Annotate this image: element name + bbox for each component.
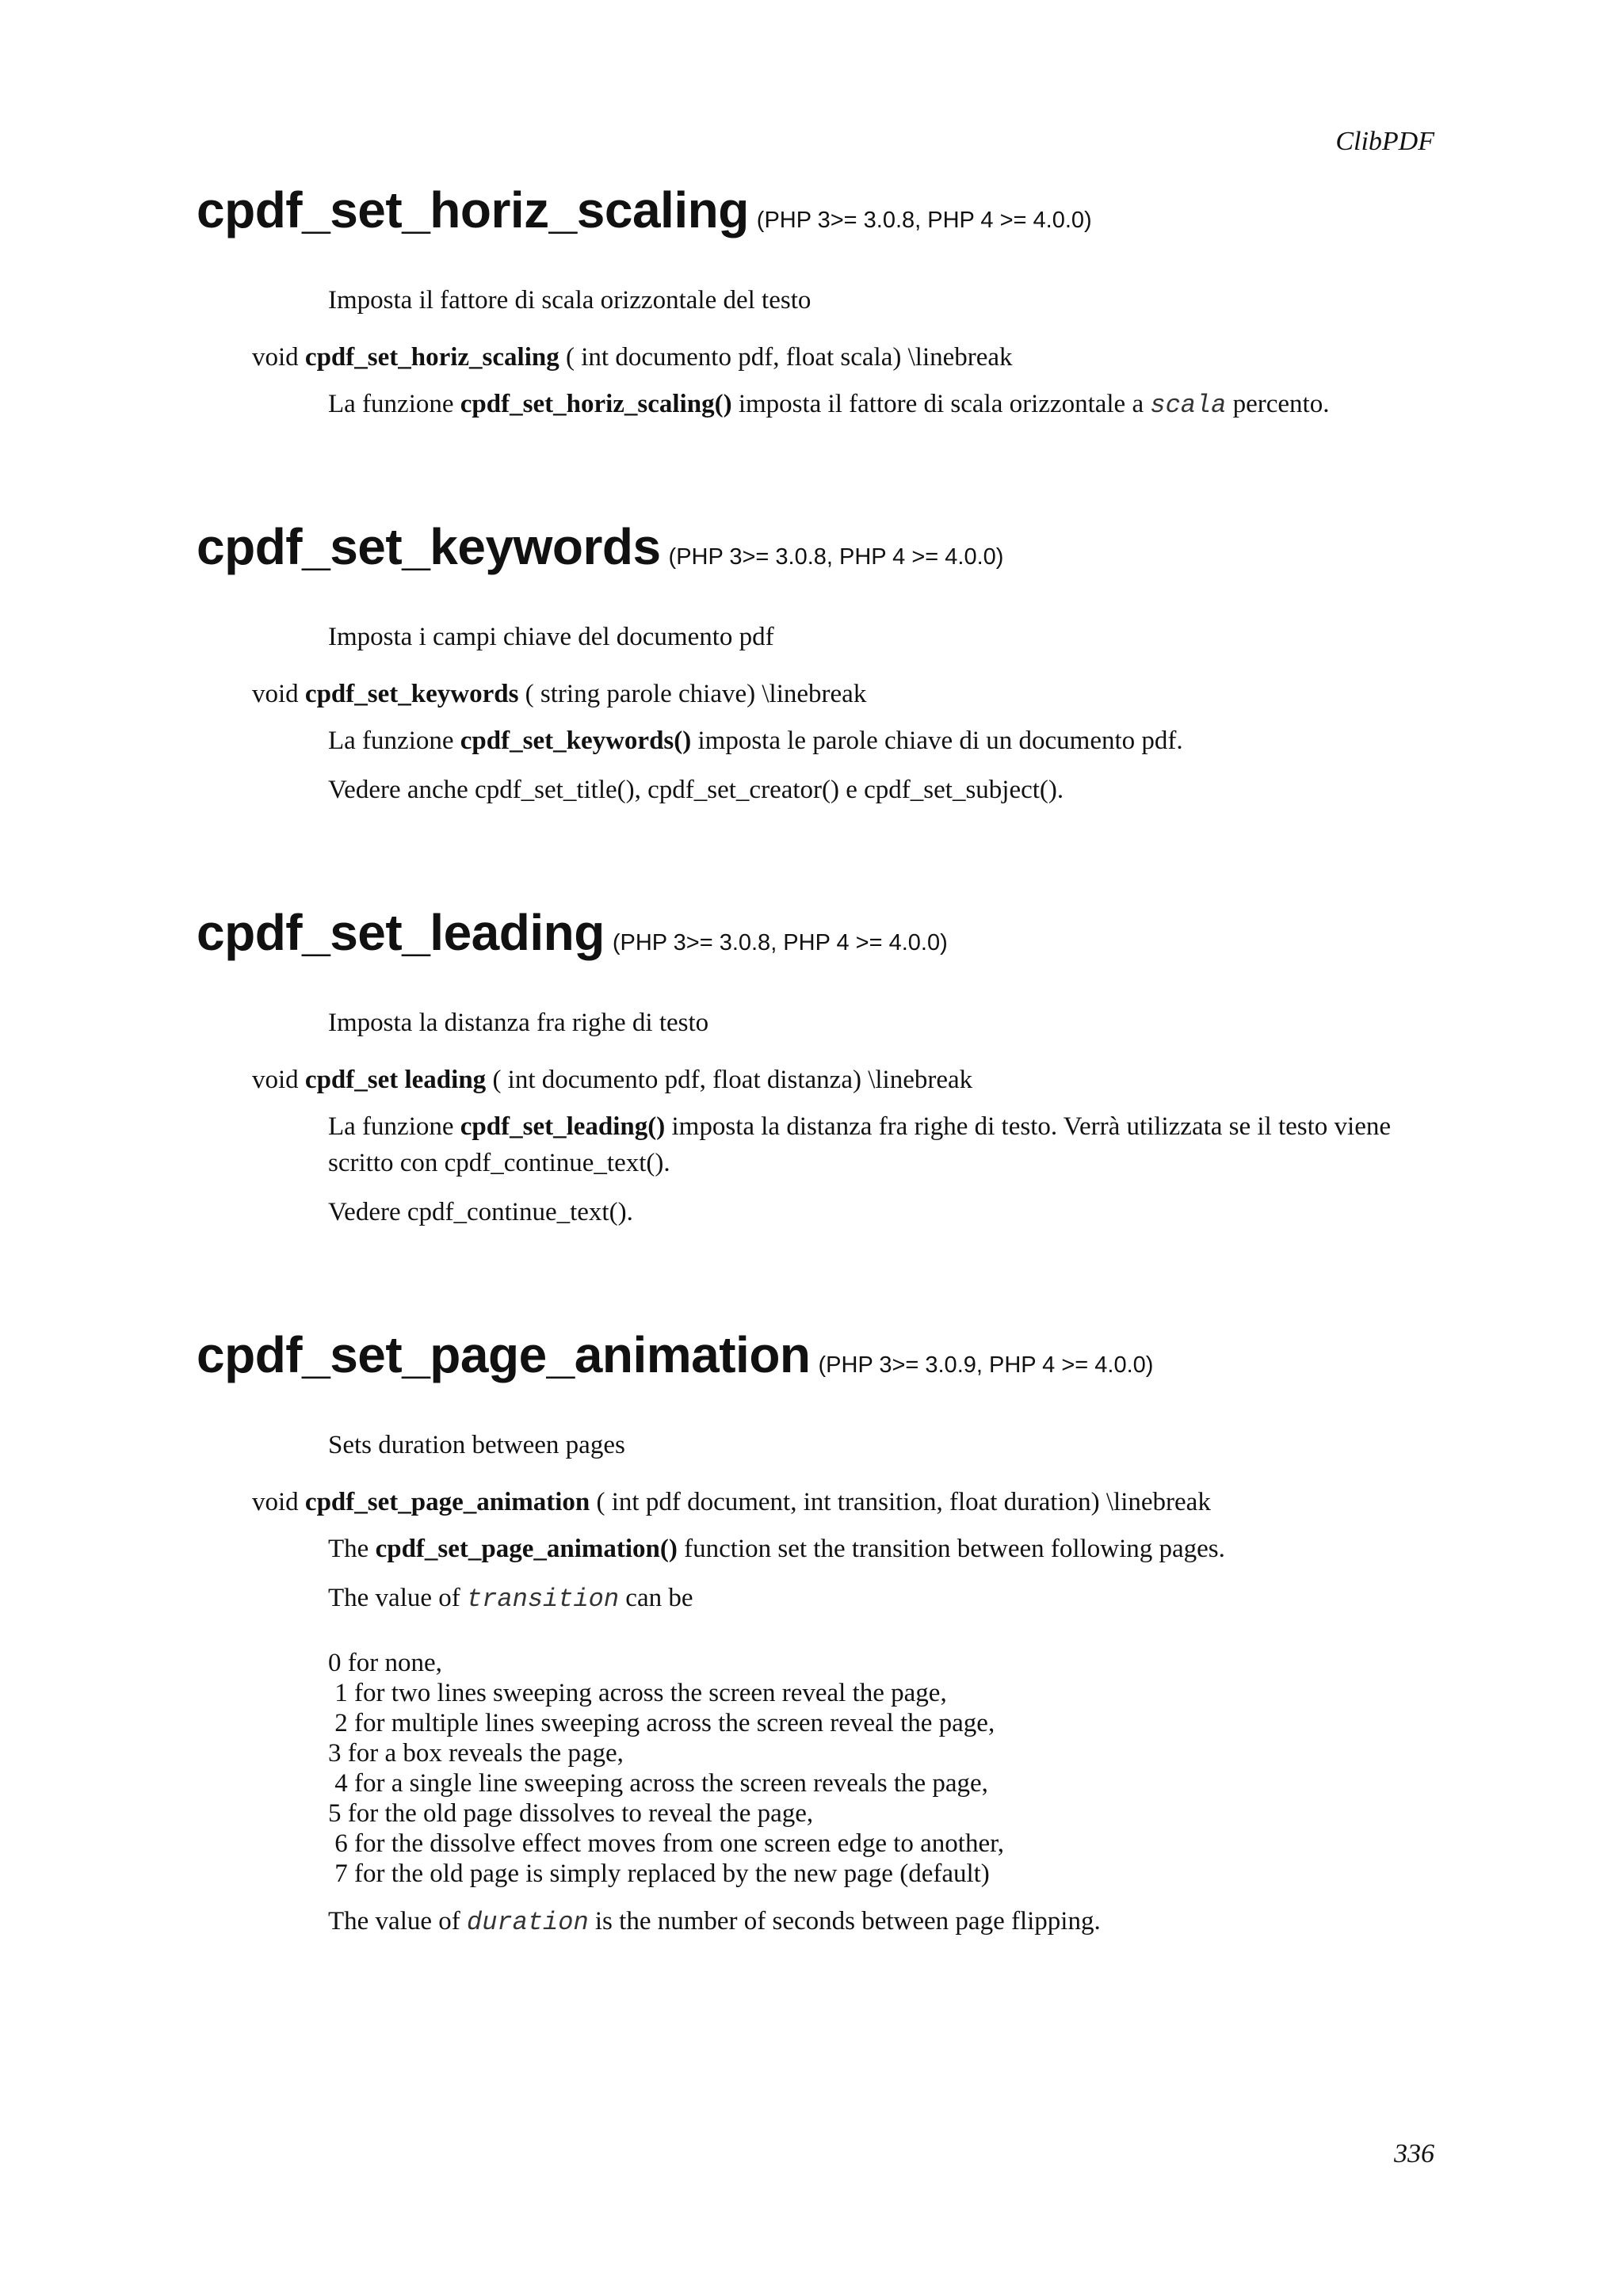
- function-name: cpdf_set_horiz_scaling: [197, 181, 749, 238]
- function-description: [328, 1108, 1433, 1230]
- text: La funzione: [328, 390, 454, 418]
- function-purpose: Imposta la distanza fra righe di testo: [328, 1009, 709, 1037]
- parameter-name: duration: [467, 1908, 589, 1937]
- see-also: Vedere cpdf_continue_text().: [328, 1198, 633, 1226]
- text: La funzione: [328, 727, 454, 755]
- page-number: 336: [1394, 2139, 1434, 2168]
- duration-note: [328, 1903, 1433, 1941]
- function-synopsis: [252, 677, 1433, 711]
- entry-title: [197, 1326, 1433, 1383]
- transition-value-list: [328, 1648, 1433, 1889]
- function-entry: [197, 904, 1433, 1243]
- entry-title: [197, 904, 1433, 961]
- function-reference: cpdf_set_leading(): [460, 1112, 666, 1141]
- function-synopsis: [252, 1062, 1433, 1097]
- version-info: (PHP 3>= 3.0.9, PHP 4 >= 4.0.0): [818, 1352, 1154, 1378]
- text: imposta il fattore di scala orizzontale a: [738, 390, 1144, 418]
- text: The value of: [328, 1907, 460, 1936]
- function-name: cpdf_set_keywords: [197, 518, 661, 575]
- return-type: void: [252, 343, 299, 372]
- version-info: (PHP 3>= 3.0.8, PHP 4 >= 4.0.0): [612, 930, 948, 955]
- list-item: 7 for the old page is simply replaced by the new page (default): [328, 1859, 990, 1888]
- text: imposta la distanza fra righe di testo. Verrà utilizzata se il testo viene scritto con cpdf_continue_text().: [328, 1112, 1392, 1177]
- text: can be: [625, 1584, 693, 1612]
- list-item: 5 for the old page dissolves to reveal the page,: [328, 1799, 814, 1828]
- text: The value of: [328, 1584, 460, 1612]
- text: The: [328, 1535, 369, 1563]
- return-type: void: [252, 680, 299, 708]
- list-item: 2 for multiple lines sweeping across the screen reveal the page,: [328, 1709, 995, 1737]
- description-paragraph: [328, 1108, 1433, 1181]
- version-info: (PHP 3>= 3.0.8, PHP 4 >= 4.0.0): [668, 544, 1004, 570]
- function-synopsis: [252, 1485, 1433, 1520]
- synopsis-function-name: cpdf_set leading: [304, 1066, 487, 1094]
- see-also: Vedere anche cpdf_set_title(), cpdf_set_creator() e cpdf_set_subject().: [328, 776, 1064, 804]
- parameter-name: transition: [467, 1585, 620, 1614]
- text: function set the transition between following pages.: [684, 1535, 1225, 1563]
- function-entry: [197, 1326, 1433, 1954]
- text: percento.: [1232, 390, 1330, 418]
- function-purpose: Imposta il fattore di scala orizzontale del testo: [328, 286, 812, 315]
- function-reference: cpdf_set_page_animation(): [375, 1535, 678, 1563]
- function-description: [328, 723, 1433, 808]
- function-reference: cpdf_set_keywords(): [460, 727, 692, 755]
- synopsis-arguments: ( string parole chiave) \linebreak: [525, 680, 867, 708]
- entry-title: [197, 181, 1433, 238]
- running-header: ClibPDF: [1335, 127, 1434, 156]
- synopsis-arguments: ( int documento pdf, float scala) \linebreak: [566, 343, 1013, 372]
- list-item: 1 for two lines sweeping across the screen reveal the page,: [328, 1679, 947, 1707]
- list-item: 4 for a single line sweeping across the screen reveals the page,: [328, 1769, 988, 1798]
- entry-title: [197, 518, 1433, 575]
- function-description: [328, 386, 1433, 424]
- function-name: cpdf_set_page_animation: [197, 1326, 811, 1383]
- synopsis-function-name: cpdf_set_horiz_scaling: [304, 343, 559, 372]
- function-purpose: Sets duration between pages: [328, 1431, 625, 1459]
- function-entry: [197, 181, 1433, 437]
- return-type: void: [252, 1488, 299, 1516]
- return-type: void: [252, 1066, 299, 1094]
- synopsis-arguments: ( int documento pdf, float distanza) \linebreak: [492, 1066, 973, 1094]
- function-reference: cpdf_set_horiz_scaling(): [460, 390, 732, 418]
- parameter-name: scala: [1150, 391, 1227, 420]
- list-item: 6 for the dissolve effect moves from one screen edge to another,: [328, 1829, 1005, 1858]
- function-entry: [197, 518, 1433, 821]
- text: is the number of seconds between page flipping.: [594, 1907, 1101, 1936]
- function-name: cpdf_set_leading: [197, 904, 605, 961]
- list-item: 0 for none,: [328, 1649, 442, 1677]
- synopsis-function-name: cpdf_set_page_animation: [304, 1488, 590, 1516]
- description-paragraph: [328, 386, 1433, 424]
- description-paragraph: [328, 1531, 1433, 1567]
- list-item: 3 for a box reveals the page,: [328, 1739, 624, 1768]
- synopsis-function-name: cpdf_set_keywords: [304, 680, 519, 708]
- transition-intro: [328, 1580, 1433, 1618]
- synopsis-arguments: ( int pdf document, int transition, float duration) \linebreak: [596, 1488, 1211, 1516]
- function-description: [328, 1531, 1433, 1941]
- version-info: (PHP 3>= 3.0.8, PHP 4 >= 4.0.0): [756, 208, 1092, 233]
- function-purpose: Imposta i campi chiave del documento pdf: [328, 623, 774, 651]
- function-synopsis: [252, 340, 1433, 375]
- description-paragraph: [328, 723, 1433, 759]
- text: La funzione: [328, 1112, 454, 1141]
- text: imposta le parole chiave di un documento pdf.: [697, 727, 1183, 755]
